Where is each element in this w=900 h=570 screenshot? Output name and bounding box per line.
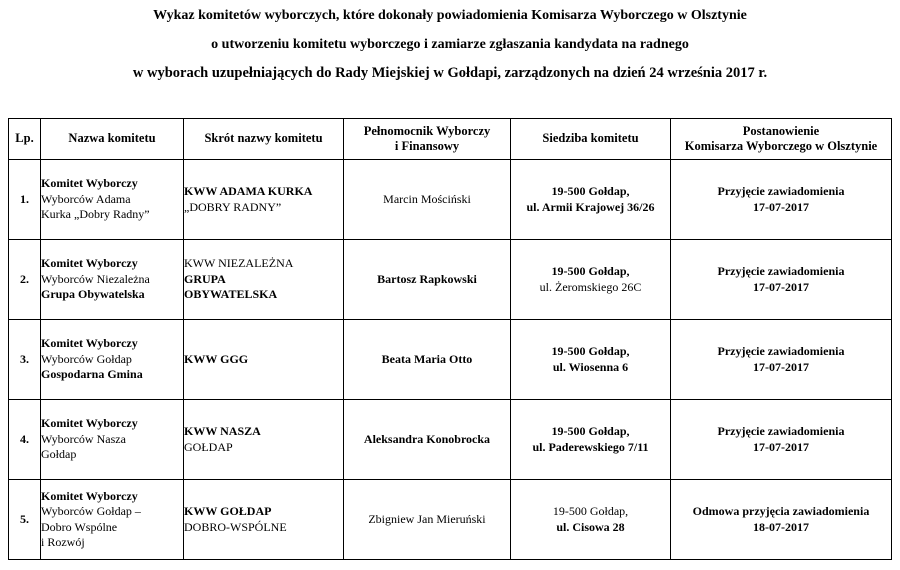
column-header-agent <box>344 119 511 160</box>
cell-decision <box>671 240 892 320</box>
table-row <box>9 160 892 240</box>
table-row <box>9 240 892 320</box>
seat-line: ul. Armii Krajowej 36/26 <box>526 199 655 214</box>
header-line-3: w wyborach uzupełniających do Rady Miejskiej w Gołdapi, zarządzonych na dzień 24 września 2017 r. <box>132 65 768 81</box>
seat-line: 19-500 Gołdap, <box>551 344 630 358</box>
seat-line: ul. Żeromskiego 26C <box>539 279 642 294</box>
cell-short-name <box>184 480 344 560</box>
name-line: Wyborców Nasza <box>41 431 126 446</box>
seat-line: ul. Cisowa 28 <box>556 519 625 534</box>
name-line: Wyborców Gołdap <box>41 351 132 366</box>
cell-decision <box>671 320 892 400</box>
header-line-2: o utworzeniu komitetu wyborczego i zamiarze zgłaszania kandydata na radnego <box>211 37 689 52</box>
name-line: Wyborców Adama <box>41 191 131 206</box>
cell-seat <box>511 160 671 240</box>
name-line: Komitet Wyborczy <box>41 176 138 191</box>
header-line-1: Wykaz komitetów wyborczych, które dokonały powiadomienia Komisarza Wyborczego w Olsztynie <box>153 8 747 23</box>
short-line: GOŁDAP <box>184 439 233 454</box>
column-header-agent-line-2: i Finansowy <box>394 139 460 153</box>
column-header-lp: Lp. <box>9 119 41 160</box>
name-line: i Rozwój <box>41 535 85 549</box>
cell-seat <box>511 240 671 320</box>
decision-line: Odmowa przyjęcia zawiadomienia <box>692 504 870 518</box>
short-line: KWW NIEZALEŻNA <box>184 256 294 271</box>
decision-line: Przyjęcie zawiadomienia <box>717 184 845 198</box>
table-row <box>9 400 892 480</box>
committees-table <box>8 118 892 560</box>
cell-agent: Beata Maria Otto <box>344 320 511 400</box>
decision-date: 17-07-2017 <box>753 439 809 454</box>
cell-lp: 2. <box>9 240 41 320</box>
name-line: Komitet Wyborczy <box>41 416 138 431</box>
column-header-decision-line-2: Komisarza Wyborczego w Olsztynie <box>684 139 878 153</box>
table-header-row <box>9 119 892 160</box>
short-line: KWW NASZA <box>184 424 261 438</box>
cell-agent: Marcin Mościński <box>344 160 511 240</box>
short-line: KWW GOŁDAP <box>184 504 272 518</box>
cell-name <box>41 400 184 480</box>
cell-short-name <box>184 400 344 480</box>
cell-decision <box>671 160 892 240</box>
name-line: Gołdap <box>41 447 77 462</box>
name-line: Wyborców Gołdap – <box>41 504 141 518</box>
name-line: Gospodarna Gmina <box>41 367 143 382</box>
decision-date: 17-07-2017 <box>753 279 809 294</box>
cell-short-name <box>184 240 344 320</box>
cell-agent: Zbigniew Jan Mieruński <box>344 480 511 560</box>
name-line: Kurka „Dobry Radny” <box>41 207 150 222</box>
column-header-decision <box>671 119 892 160</box>
cell-agent: Bartosz Rapkowski <box>344 240 511 320</box>
decision-date: 17-07-2017 <box>753 359 809 374</box>
cell-lp: 4. <box>9 400 41 480</box>
cell-short-name <box>184 320 344 400</box>
decision-line: Przyjęcie zawiadomienia <box>717 424 845 438</box>
column-header-short: Skrót nazwy komitetu <box>184 119 344 160</box>
cell-name <box>41 160 184 240</box>
seat-line: 19-500 Gołdap, <box>552 504 629 518</box>
column-header-seat: Siedziba komitetu <box>511 119 671 160</box>
decision-date: 18-07-2017 <box>753 519 809 534</box>
short-line: KWW GGG <box>184 351 249 366</box>
decision-date: 17-07-2017 <box>753 199 809 214</box>
decision-line: Przyjęcie zawiadomienia <box>717 264 845 278</box>
short-line: OBYWATELSKA <box>184 287 278 302</box>
cell-name <box>41 240 184 320</box>
name-line: Komitet Wyborczy <box>41 256 138 271</box>
seat-line: 19-500 Gołdap, <box>551 184 630 198</box>
seat-line: 19-500 Gołdap, <box>551 424 630 438</box>
short-line: „DOBRY RADNY” <box>184 199 282 214</box>
cell-lp: 3. <box>9 320 41 400</box>
seat-line: ul. Paderewskiego 7/11 <box>532 439 649 454</box>
cell-seat <box>511 480 671 560</box>
cell-agent: Aleksandra Konobrocka <box>344 400 511 480</box>
table-row <box>9 480 892 560</box>
short-line: KWW ADAMA KURKA <box>184 184 313 198</box>
cell-name <box>41 320 184 400</box>
name-line: Komitet Wyborczy <box>41 488 138 503</box>
seat-line: 19-500 Gołdap, <box>551 264 630 278</box>
cell-lp: 1. <box>9 160 41 240</box>
decision-line: Przyjęcie zawiadomienia <box>717 344 845 358</box>
column-header-decision-line-1: Postanowienie <box>742 123 820 138</box>
document-header <box>0 5 900 84</box>
cell-seat <box>511 400 671 480</box>
cell-decision <box>671 400 892 480</box>
short-line: GRUPA <box>184 271 226 286</box>
cell-short-name <box>184 160 344 240</box>
name-line: Grupa Obywatelska <box>41 287 145 302</box>
cell-decision <box>671 480 892 560</box>
short-line: DOBRO-WSPÓLNE <box>184 519 287 534</box>
cell-seat <box>511 320 671 400</box>
cell-name <box>41 480 184 560</box>
table-row <box>9 320 892 400</box>
column-header-name: Nazwa komitetu <box>41 119 184 160</box>
column-header-agent-line-1: Pełnomocnik Wyborczy <box>363 123 491 138</box>
seat-line: ul. Wiosenna 6 <box>552 359 629 374</box>
name-line: Dobro Wspólne <box>41 519 118 534</box>
cell-lp: 5. <box>9 480 41 560</box>
name-line: Komitet Wyborczy <box>41 336 138 351</box>
name-line: Wyborców Niezależna <box>41 271 150 286</box>
